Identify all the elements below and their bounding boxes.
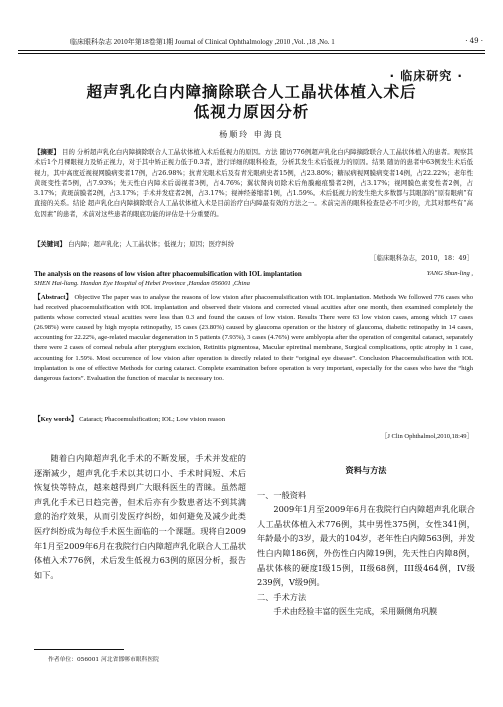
chinese-keywords	[34, 239, 473, 249]
en-abstract-label: 【Abstract】	[34, 294, 73, 301]
footnote-rule	[34, 649, 124, 650]
cn-keywords-label: 【关键词】	[34, 240, 66, 248]
running-header	[18, 37, 485, 51]
authors: 杨顺玲 申海良	[219, 130, 284, 139]
chinese-citation: ［临床眼科杂志，2010，18：49］	[370, 254, 473, 262]
general-data-subheading: 一、一般资料	[257, 489, 307, 500]
english-title: The analysis on the reasons of low vision after phacoemulsification with IOL implantation	[34, 270, 302, 278]
page-number: · 49 ·	[465, 37, 483, 45]
general-data-paragraph: 2009年1月至2009年6月在我院行白内障超声乳化联合人工晶状体植入术776例，其中男性375例，女性341例，年龄最小的3岁，最大的104岁，老年性白内障563例，并发性白内障186例，外伤性白内障19例，先天性白内障8例，晶状体核的硬度I级15例，II级68例，III级464例，IV级239例，V级9例。	[257, 504, 475, 588]
cn-abstract-text: 目的 分析超声乳化白内障摘除联合人工晶状体植入术后低视力的原因。方法 随访776例超声乳化白内障摘除联合人工晶状体植入的患者。观察其术后1个月裸眼视力及矫正视力，对于其中矫正视力低于0.3者，进行详细的眼科检查，分析其发生术后低视力的原因。结果 随访的患者中63例发生术后低视力，其中高度近视视网膜病变者17例，占26.98%；抗青光眼术后及有青光眼病史者15例，占23.80%；糖尿病视网膜病变者14例，占22.22%；老年性黄斑变性者5例，占7.93%；先天性白内障术后弱视者3例，占4.76%；翼状胬肉切除术后角膜瘢痕翳者2例，占3.17%；视网膜色素变性者2例，占3.17%；黄斑前膜者2例，占3.17%；手术并发症者2例，占3.17%；视神经萎缩者1例，占1.59%。术后低视力的发生绝大多数都与其眼部的“原有眼病”有直接的关系。结论 超声乳化白内障摘除联合人工晶状体植入术是目前治疗白内障最有效的方法之一。术前完善的眼科检查是必不可少的，尤其对那些有“高危因素”的患者，术前对这些患者的眼底功能的评估是十分重要的。	[34, 148, 473, 218]
english-citation: ［J Clin Ophthalmol,2010,18:49］	[380, 433, 473, 440]
surgery-method-subheading: 二、手术方法	[257, 591, 307, 602]
en-abstract-text: Objective The paper was to analyse the reasons of low vision after phacoemulsification with IOL implantation. Methods We followed 776 cases who had received phacoemulsification with IOL implantation and observed their visions and corrected visual acuities after one month, then examined completely the patients whose corrected visual acuities were less than 0.3 and found the causes of low vision. Results There were 63 low vision cases, among which 17 cases (26.98%) were caused by high myopia retinopathy, 15 cases (23.80%) caused by glaucoma operation or the history of glaucoma, diabetic retinopathy in 14 cases, accounting for 22.22%, age-related macular degeneration in 5 patients (7.93%), 3 cases (4.76%) were amblyopia after the operation of congenital cataract, separately there were 2 cases of corneal nebula after pterygium excision, Retinitis pigmentosa, Macular epiretinal membrane, Surgical complications, optic atrophy in 1 case, accounting for 1.59%. Most occurrence of low vision after operation is directly related to their “original eye disease”. Conclusion Phacoemulsification with IOL implantation is one of effective Methods for curing cataract. Complete examination before operation is very important, especially for the cases who have the “high dangerous factors”. Evaluation the function of macular is necessary too.	[34, 294, 473, 382]
article-title-line1: 超声乳化白内障摘除联合人工晶状体植入术后	[86, 83, 417, 101]
en-keywords-label: 【Key words】	[34, 416, 78, 423]
section-tag: · 临床研究 ·	[389, 69, 463, 83]
intro-paragraph: 随着白内障超声乳化手术的不断发展，手术并发症的逐渐减少，超声乳化手术以其切口小、手术时间短、术后恢复快等特点，越来越得到广大眼科医生的青睐。虽然超声乳化手术已日趋完善，但术后亦有少数患者达不到其满意的治疗效果，从而引发医疗纠纷，如何避免及减少此类医疗纠纷成为每位手术医生面临的一个课题。现将自2009年1月至2009年6月在我院行白内障超声乳化联合人工晶状体植入术776例，术后发生低视力63例的原因分析，报告如下。	[34, 453, 246, 580]
surgery-method-paragraph: 手术由经验丰富的医生完成，采用颞侧角巩膜	[273, 606, 438, 617]
article-title-line2: 低视力原因分析	[193, 103, 310, 121]
english-keywords	[34, 413, 473, 423]
english-affiliation: SHEN Hai-liang. Handan Eye Hospital of Hebei Province ,Handan 056001 ,China	[34, 280, 250, 287]
header-rule-thin	[18, 53, 485, 54]
journal-header: 临床眼科杂志 2010年第18卷第1期 Journal of Clinical Ophthalmology ,2010 ,Vol. ,18 ,No. 1	[70, 38, 335, 46]
chinese-abstract	[34, 147, 473, 219]
cn-abstract-label: 【摘要】	[34, 148, 60, 156]
methods-column	[257, 451, 475, 619]
methods-heading: 资料与方法	[345, 465, 387, 475]
author-affiliation-footnote: 作者单位：056001 河北省邯郸市眼科医院	[48, 657, 159, 663]
cn-keywords-text: 白内障；超声乳化；人工晶状体；低视力；原因；医疗纠纷	[65, 240, 235, 248]
english-author: YANG Shun-ling ,	[426, 270, 473, 277]
english-abstract	[34, 293, 473, 384]
en-keywords-text: Cataract; Phacoemulsification; IOL; Low vision reason	[77, 416, 226, 423]
header-rule-thick	[18, 50, 485, 51]
